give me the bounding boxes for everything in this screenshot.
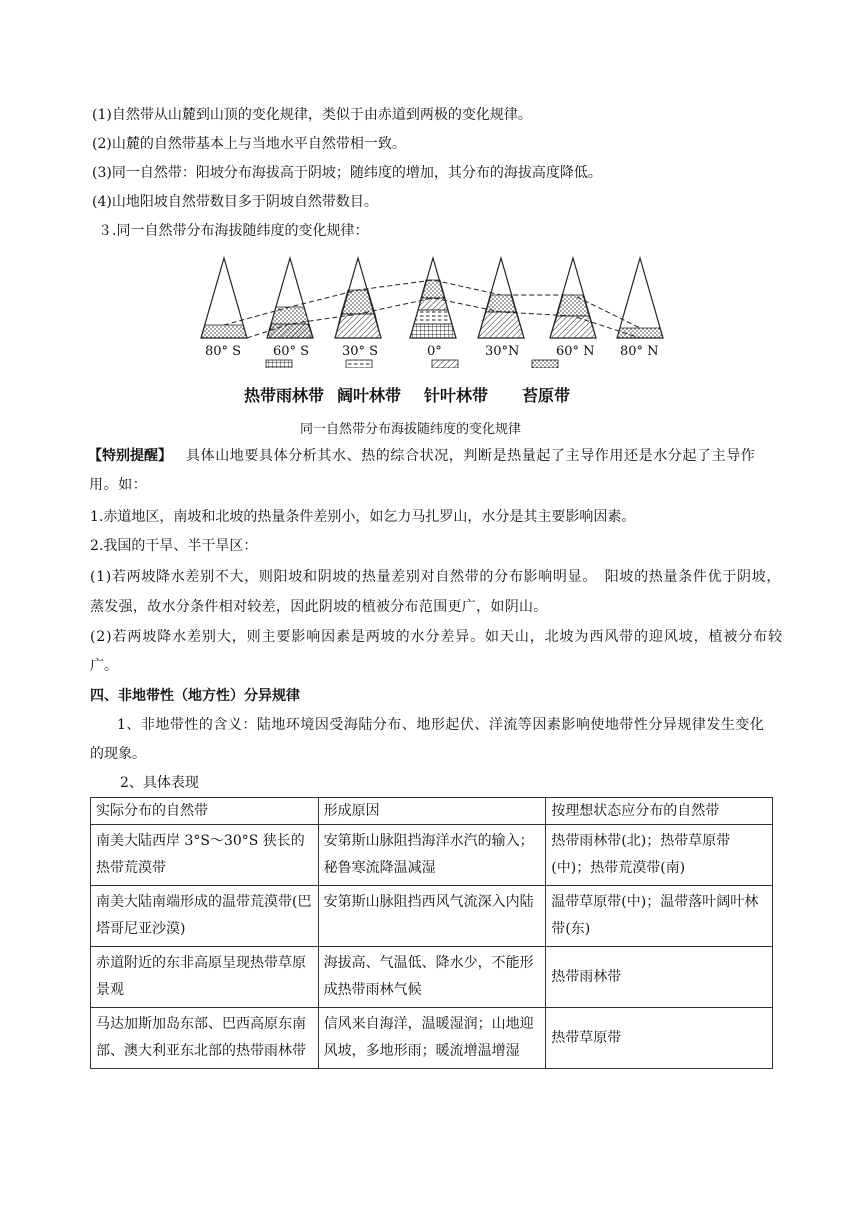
- legend-swatch-rainforest: [266, 360, 292, 368]
- tip-text: 具体山地要具体分析其水、热的综合状况，判断是热量起了主导作用还是水分起了主导作: [186, 448, 756, 464]
- tip-point-3a: (1)若两坡降水差别不大，则阳坡和阴坡的热量差别对自然带的分布影响明显。 阳坡的热量条件优于阴坡，: [90, 569, 782, 585]
- table-cell: 热带草原带: [546, 1008, 773, 1069]
- table-cell: 热带雨林带: [546, 947, 773, 1008]
- section-definition-a: 1、非地带性的含义：陆地环境因受海陆分布、地形起伏、洋流等因素影响使地带性分异规律发生变化: [117, 717, 765, 733]
- legend-swatch-broadleaf: [346, 360, 372, 368]
- natural-zone-table: [90, 797, 773, 1069]
- section-subtitle: 2、具体表现: [120, 775, 199, 791]
- tip-point-2: 2.我国的干旱、半干旱区：: [90, 538, 258, 554]
- lat-label: 80° S: [205, 344, 242, 359]
- legend-swatch-tundra: [532, 360, 558, 368]
- table-cell: 热带雨林带(北)；热带草原带(中)；热带荒漠带(南): [546, 825, 773, 886]
- legend-label-tundra: 苔原带: [522, 386, 571, 405]
- section-title: 四、非地带性（地方性）分异规律: [90, 688, 300, 704]
- tip-line-2: 用。如：: [89, 477, 148, 493]
- tip-point-4b: 广。: [90, 658, 118, 674]
- mountain-0: [410, 258, 456, 338]
- rule-line-5: ３.同一自然带分布海拔随纬度的变化规律：: [98, 223, 369, 239]
- mountain-60s: [267, 258, 313, 338]
- legend-swatch-conifer: [432, 360, 458, 368]
- legend-label-broadleaf: 阔叶林带: [337, 386, 402, 405]
- altitude-latitude-diagram: [192, 250, 682, 368]
- table-row: [91, 1008, 773, 1069]
- lat-label: 60° S: [273, 344, 310, 359]
- table-row: [91, 947, 773, 1008]
- mountain-60n: [550, 258, 596, 338]
- table-cell: 安第斯山脉阻挡海洋水汽的输入；秘鲁寒流降温减湿: [318, 825, 546, 886]
- rule-line-4: (4)山地阳坡自然带数目多于阴坡自然带数目。: [92, 194, 378, 210]
- table-cell: 赤道附近的东非高原呈现热带草原景观: [91, 947, 319, 1008]
- mountain-80s: [201, 258, 247, 338]
- table-cell: 南美大陆西岸 3°S～30°S 狭长的热带荒漠带: [91, 825, 319, 886]
- tip-point-4a: (2)若两坡降水差别大，则主要影响因素是两坡的水分差异。如天山，北坡为西风带的迎风坡，植被分布较: [90, 629, 784, 645]
- table-header-cell: 实际分布的自然带: [91, 798, 319, 825]
- mountain-80n: [617, 258, 663, 338]
- rule-line-2: (2)山麓的自然带基本上与当地水平自然带相一致。: [92, 136, 406, 152]
- mountain-30n: [478, 258, 524, 338]
- table-cell: 海拔高、气温低、降水少，不能形成热带雨林气候: [318, 947, 546, 1008]
- diagram-caption: 同一自然带分布海拔随纬度的变化规律: [300, 422, 522, 437]
- lat-label: 0°: [427, 344, 442, 359]
- lat-label: 80° N: [620, 344, 659, 359]
- rule-line-1: (1)自然带从山麓到山顶的变化规律，类似于由赤道到两极的变化规律。: [92, 107, 532, 123]
- lat-label: 30° S: [342, 344, 379, 359]
- legend-label-rainforest: 热带雨林带: [244, 386, 325, 405]
- tip-point-3b: 蒸发强，故水分条件相对较差，因此阴坡的植被分布范围更广，如阴山。: [90, 599, 548, 615]
- lat-label: 60° N: [556, 344, 595, 359]
- mountain-30s: [335, 258, 381, 338]
- section-definition-b: 的现象。: [90, 746, 146, 762]
- legend-label-conifer: 针叶林带: [424, 386, 489, 405]
- tip-label: 【特别提醒】: [88, 448, 172, 464]
- table-cell: 马达加斯加岛东部、巴西高原东南部、澳大利亚东北部的热带雨林带: [91, 1008, 319, 1069]
- table-cell: 信风来自海洋，温暖湿润；山地迎风坡，多地形雨；暖流增温增湿: [318, 1008, 546, 1069]
- table-header-row: [91, 798, 773, 825]
- table-header-cell: 形成原因: [318, 798, 546, 825]
- table-cell: 安第斯山脉阻挡西风气流深入内陆: [318, 886, 546, 947]
- tip-point-1: 1.赤道地区，南坡和北坡的热量条件差别小，如乞力马扎罗山，水分是其主要影响因素。: [90, 509, 636, 525]
- table-cell: 南美大陆南端形成的温带荒漠带(巴塔哥尼亚沙漠): [91, 886, 319, 947]
- lat-label: 30°N: [485, 344, 520, 359]
- table-cell: 温带草原带(中)；温带落叶阔叶林带(东): [546, 886, 773, 947]
- tip-line-1: [88, 446, 755, 466]
- table-row: [91, 825, 773, 886]
- table-header-cell: 按理想状态应分布的自然带: [546, 798, 773, 825]
- table-row: [91, 886, 773, 947]
- rule-line-3: (3)同一自然带：阳坡分布海拔高于阴坡；随纬度的增加，其分布的海拔高度降低。: [92, 165, 602, 181]
